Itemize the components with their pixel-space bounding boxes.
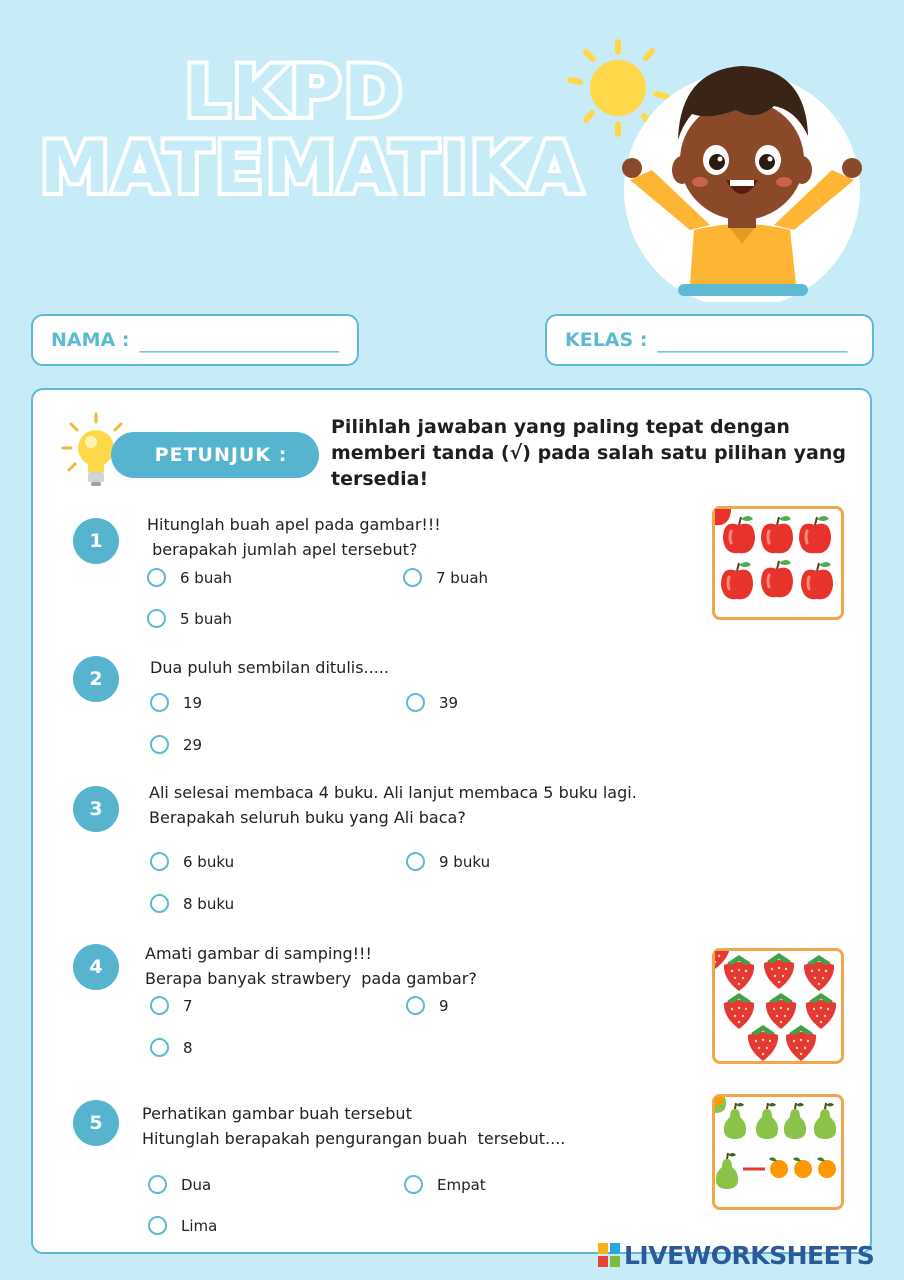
q5-option-c[interactable] [148, 1216, 217, 1235]
question-5-text [142, 1101, 565, 1151]
q5-option-b[interactable] [404, 1175, 486, 1194]
q2-option-b-label: 39 [439, 693, 459, 712]
question-number-2: 2 [73, 656, 119, 702]
class-label: KELAS : [565, 329, 648, 351]
question-4-line-2: Berapa banyak strawbery pada gambar? [145, 969, 477, 988]
instructions-text: Pilihlah jawaban yang paling tepat dengan memberi tanda (√) pada salah satu pilihan yang tersedia! [331, 416, 846, 490]
radio-button[interactable] [148, 1216, 167, 1235]
q4-option-b[interactable] [406, 996, 449, 1015]
title-line-1: LKPD [184, 51, 406, 133]
boy-sun-illustration [560, 30, 890, 302]
title-line-2: MATEMATIKA [40, 127, 585, 209]
pears-oranges-picture [712, 1094, 844, 1210]
question-3-text [149, 780, 637, 830]
q1-option-a[interactable] [147, 568, 232, 587]
q1-option-b[interactable] [403, 568, 488, 587]
question-number-4: 4 [73, 944, 119, 990]
question-number-3: 3 [73, 786, 119, 832]
q1-option-a-label: 6 buah [180, 568, 233, 587]
radio-button[interactable] [406, 996, 425, 1015]
q2-option-c[interactable] [150, 735, 202, 754]
question-1-line-1: Hitunglah buah apel pada gambar!!! [147, 515, 441, 534]
name-blank-line[interactable]: _____________________ [139, 331, 339, 353]
pear-orange-icons [715, 1097, 841, 1207]
q5-option-b-label: Empat [437, 1175, 486, 1194]
class-blank-line[interactable]: ____________________ [657, 331, 848, 353]
radio-button[interactable] [150, 693, 169, 712]
q3-option-b-label: 9 buku [439, 852, 491, 871]
question-3-line-2: Berapakah seluruh buku yang Ali baca? [149, 808, 466, 827]
radio-button[interactable] [406, 693, 425, 712]
strawberries-picture [712, 948, 844, 1064]
strawberry-icons [715, 951, 841, 1061]
q4-option-a[interactable] [150, 996, 193, 1015]
question-2-text: Dua puluh sembilan ditulis..... [150, 658, 389, 677]
question-5-line-2: Hitunglah berapakah pengurangan buah tersebut.... [142, 1129, 566, 1148]
radio-button[interactable] [150, 1038, 169, 1057]
question-number-5: 5 [73, 1100, 119, 1146]
q2-option-a-label: 19 [183, 693, 203, 712]
q4-option-b-label: 9 [439, 996, 449, 1015]
apple-icons [715, 509, 841, 617]
class-field[interactable] [545, 314, 874, 366]
liveworksheets-brand: LIVEWORKSHEETS [624, 1240, 875, 1270]
question-3-line-1: Ali selesai membaca 4 buku. Ali lanjut membaca 5 buku lagi. [149, 783, 637, 802]
apples-picture [712, 506, 844, 620]
radio-button[interactable] [150, 735, 169, 754]
radio-button[interactable] [150, 894, 169, 913]
q4-option-a-label: 7 [183, 996, 193, 1015]
radio-button[interactable] [403, 568, 422, 587]
q4-option-c-label: 8 [183, 1038, 193, 1057]
q2-option-b[interactable] [406, 693, 458, 712]
q2-option-c-label: 29 [183, 735, 203, 754]
q1-option-c-label: 5 buah [180, 609, 233, 628]
q5-option-a[interactable] [148, 1175, 211, 1194]
radio-button[interactable] [150, 852, 169, 871]
q3-option-a[interactable] [150, 852, 234, 871]
q2-option-a[interactable] [150, 693, 202, 712]
radio-button[interactable] [150, 996, 169, 1015]
radio-button[interactable] [406, 852, 425, 871]
radio-button[interactable] [148, 1175, 167, 1194]
q4-option-c[interactable] [150, 1038, 193, 1057]
q3-option-a-label: 6 buku [183, 852, 235, 871]
question-5-line-1: Perhatikan gambar buah tersebut [142, 1104, 412, 1123]
radio-button[interactable] [147, 568, 166, 587]
radio-button[interactable] [404, 1175, 423, 1194]
question-number-1: 1 [73, 518, 119, 564]
question-1-line-2: berapakah jumlah apel tersebut? [147, 540, 418, 559]
q5-option-a-label: Dua [181, 1175, 212, 1194]
instructions-badge: PETUNJUK : [111, 432, 319, 478]
name-field[interactable] [31, 314, 359, 366]
q1-option-b-label: 7 buah [436, 568, 489, 587]
liveworksheets-logo-icon [598, 1243, 620, 1267]
question-4-line-1: Amati gambar di samping!!! [145, 944, 372, 963]
name-label: NAMA : [51, 329, 130, 351]
q5-option-c-label: Lima [181, 1216, 218, 1235]
question-4-text [145, 941, 477, 991]
q1-option-c[interactable] [147, 609, 232, 628]
q3-option-c-label: 8 buku [183, 894, 235, 913]
liveworksheets-footer [598, 1240, 874, 1270]
radio-button[interactable] [147, 609, 166, 628]
q3-option-b[interactable] [406, 852, 490, 871]
question-1-text [147, 512, 441, 562]
q3-option-c[interactable] [150, 894, 234, 913]
worksheet-card [31, 388, 872, 1254]
